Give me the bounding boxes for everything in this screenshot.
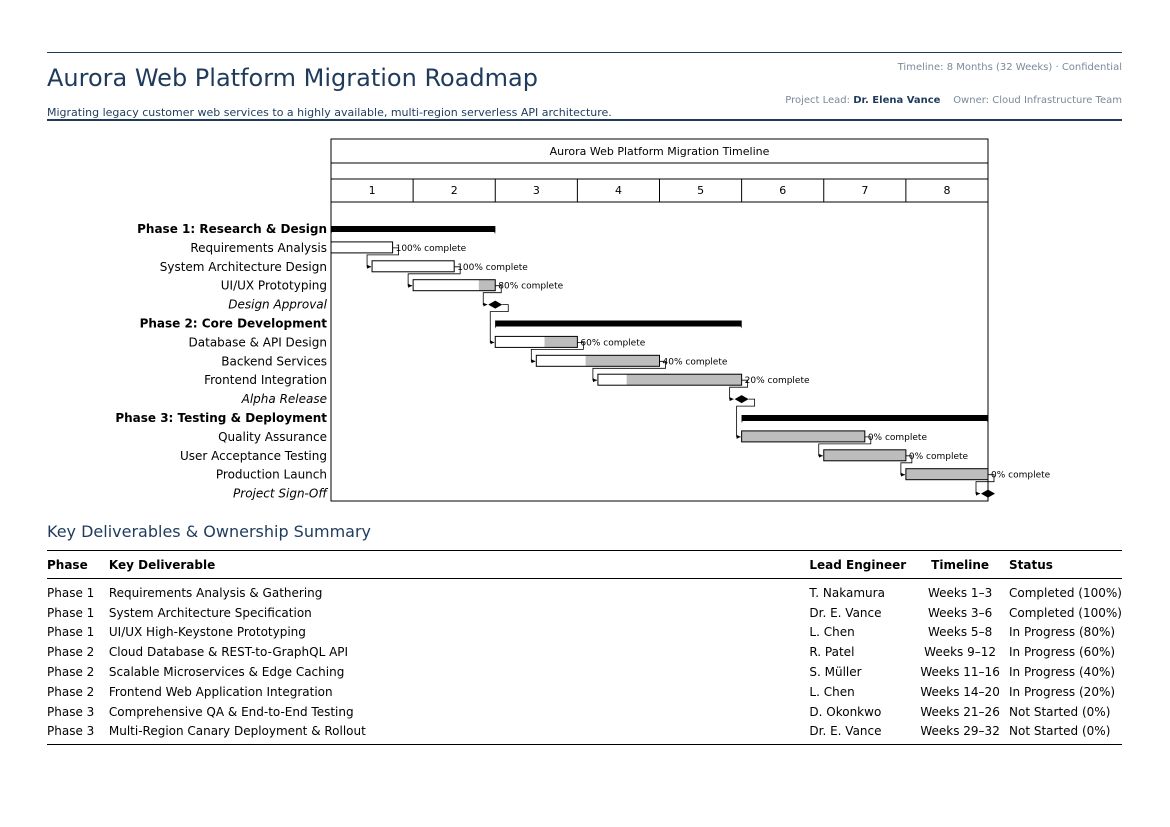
status-cell: Not Started (0%) (1009, 722, 1122, 745)
owner-text: Owner: Cloud Infrastructure Team (953, 95, 1122, 106)
progress-label: 80% complete (498, 281, 564, 292)
status-cell: Completed (100%) (1009, 585, 1122, 600)
status-cell: In Progress (60%) (1009, 645, 1116, 660)
lead-cell: L. Chen (809, 684, 855, 699)
deliverable-cell: System Architecture Specification (108, 605, 312, 620)
task-label: Database & API Design (188, 335, 327, 350)
lead-cell: R. Patel (809, 645, 855, 660)
col-status-header: Status (1009, 551, 1122, 579)
timeline-meta: Timeline: 8 Months (32 Weeks) · Confidential (897, 62, 1122, 73)
milestone-label: Project Sign-Off (233, 486, 327, 501)
phase-cell: Phase 2 (47, 645, 95, 660)
month-label: 8 (943, 184, 951, 197)
page-title: Aurora Web Platform Migration Roadmap (47, 64, 538, 92)
progress-label: 0% complete (867, 432, 927, 443)
lead-label: Project Lead: (785, 95, 851, 106)
task-label: Production Launch (215, 467, 327, 482)
phase-cell: Phase 1 (47, 585, 95, 600)
task-bar-complete (536, 355, 585, 366)
phase-cell: Phase 1 (47, 605, 95, 620)
task-label: System Architecture Design (159, 259, 327, 274)
phase-cell: Phase 2 (47, 665, 95, 680)
timeline-cell: Weeks 5–8 (927, 625, 993, 640)
col-lead-header: Lead Engineer (809, 551, 911, 579)
col-timeline-header: Timeline (911, 551, 1009, 579)
summary-body (47, 579, 1122, 745)
lead-cell: Dr. E. Vance (809, 722, 911, 745)
lead-cell: Dr. E. Vance (809, 605, 882, 620)
month-label: 7 (861, 184, 869, 197)
milestone-label: Alpha Release (241, 392, 327, 407)
lead-cell: L. Chen (809, 625, 855, 640)
group-label: Phase 3: Testing & Deployment (115, 411, 327, 425)
task-bar-complete (598, 374, 627, 385)
milestone-marker (488, 301, 502, 309)
task-label: User Acceptance Testing (179, 448, 327, 463)
status-cell: Completed (100%) (1009, 605, 1122, 620)
phase-cell: Phase 1 (47, 625, 95, 640)
deliverable-cell: Frontend Web Application Integration (108, 684, 333, 699)
task-bar-complete (413, 280, 479, 291)
month-label: 3 (532, 184, 540, 197)
summary-heading: Key Deliverables & Ownership Summary (47, 522, 371, 541)
timeline-cell: Weeks 29–32 (911, 722, 1009, 745)
timeline-cell: Weeks 21–26 (920, 704, 1000, 719)
group-label: Phase 2: Core Development (139, 316, 327, 331)
timeline-cell: Weeks 1–3 (927, 585, 993, 600)
status-cell: Not Started (0%) (1009, 704, 1111, 719)
phase-cell: Phase 2 (47, 684, 95, 699)
milestone-marker (981, 490, 995, 498)
task-bar-remaining (742, 431, 865, 442)
phase-cell: Phase 3 (47, 722, 109, 745)
group-bar (495, 321, 741, 327)
milestone-marker (735, 395, 749, 403)
task-label: UI/UX Prototyping (220, 278, 327, 293)
timeline-cell: Weeks 14–20 (920, 684, 1000, 699)
status-cell: In Progress (20%) (1009, 684, 1116, 699)
table-row (47, 722, 1122, 745)
status-cell: In Progress (80%) (1009, 625, 1116, 640)
table-row (47, 623, 1122, 643)
task-label: Requirements Analysis (190, 240, 327, 255)
group-bar (331, 226, 495, 232)
summary-table (47, 550, 1122, 745)
progress-label: 0% complete (908, 451, 969, 462)
table-row (47, 682, 1122, 702)
progress-label: 40% complete (662, 357, 728, 368)
month-label: 4 (614, 184, 622, 197)
deliverable-cell: UI/UX High-Keystone Prototyping (108, 625, 306, 640)
task-bar-complete (372, 261, 454, 272)
lead-cell: D. Okonkwo (809, 704, 882, 719)
deliverable-cell: Requirements Analysis & Gathering (108, 585, 323, 600)
group-label: Phase 1: Research & Design (137, 222, 327, 236)
task-label: Frontend Integration (204, 373, 327, 388)
task-bar-complete (495, 336, 544, 347)
table-row (47, 702, 1122, 722)
progress-label: 100% complete (457, 262, 528, 273)
col-phase-header: Phase (47, 551, 109, 579)
group-bar (742, 415, 988, 421)
deliverable-cell: Cloud Database & REST-to-GraphQL API (108, 645, 349, 660)
task-label: Backend Services (221, 354, 327, 369)
month-label: 6 (779, 184, 787, 197)
table-header-row (47, 551, 1122, 579)
timeline-cell: Weeks 11–16 (920, 665, 1000, 680)
timeline-cell: Weeks 9–12 (924, 645, 997, 660)
lead-cell: T. Nakamura (809, 585, 885, 600)
progress-label: 60% complete (580, 338, 646, 349)
progress-label: 100% complete (395, 243, 467, 254)
progress-label: 20% complete (744, 376, 810, 387)
task-label: Quality Assurance (218, 429, 327, 444)
month-label: 2 (450, 184, 458, 197)
deliverable-cell: Multi-Region Canary Deployment & Rollout (109, 722, 810, 745)
milestone-label: Design Approval (228, 297, 327, 312)
lead-cell: S. Müller (809, 665, 862, 680)
table-row (47, 642, 1122, 662)
deliverable-cell: Comprehensive QA & End-to-End Testing (108, 704, 354, 719)
task-bar-complete (331, 242, 393, 253)
deliverable-cell: Scalable Microservices & Edge Caching (108, 665, 345, 680)
status-cell: In Progress (40%) (1009, 665, 1116, 680)
task-bar-remaining (906, 469, 988, 480)
lead-name: Dr. Elena Vance (853, 95, 941, 106)
task-bar-remaining (824, 450, 906, 461)
chart-title: Aurora Web Platform Migration Timeline (549, 145, 770, 158)
table-row (47, 662, 1122, 682)
month-label: 1 (368, 184, 376, 197)
phase-cell: Phase 3 (47, 704, 95, 719)
page-subtitle: Migrating legacy customer web services to a highly available, multi-region serverless API architecture. (47, 106, 612, 119)
table-row (47, 579, 1122, 603)
month-label: 5 (697, 184, 705, 197)
timeline-cell: Weeks 3–6 (927, 605, 993, 620)
table-row (47, 603, 1122, 623)
col-deliverable-header: Key Deliverable (109, 551, 810, 579)
progress-label: 0% complete (991, 470, 1051, 481)
